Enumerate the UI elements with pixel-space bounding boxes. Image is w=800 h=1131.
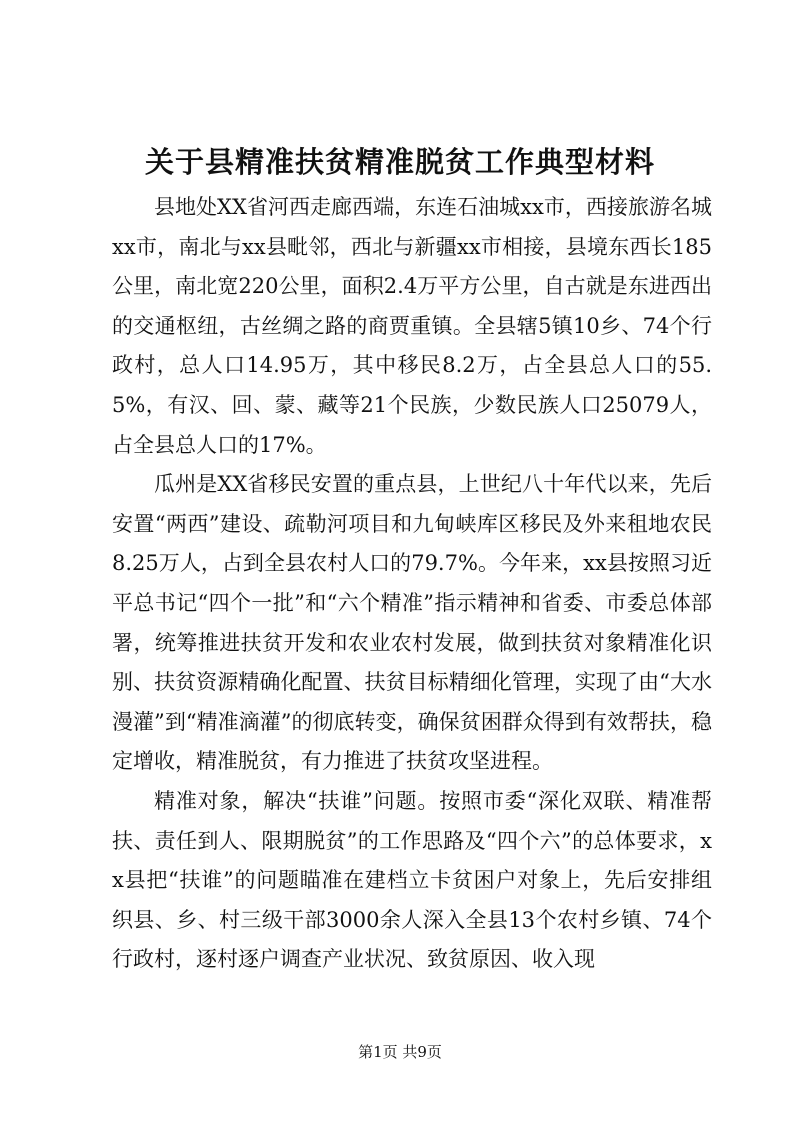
document-title: 关于县精准扶贫精准脱贫工作典型材料 [144,145,655,179]
document-body [112,188,712,980]
paragraph-2: 瓜州是XX省移民安置的重点县，上世纪八十年代以来，先后安置“两西”建设、疏勒河项目和九甸峡库区移民及外来租地农民8.25万人，占到全县农村人口的79.7%。今年来，xx县按照习近平总书记“四个一批”和“六个精准”指示精神和省委、市委总体部署，统筹推进扶贫开发和农业农村发展，做到扶贫对象精准化识别、扶贫资源精确化配置、扶贫目标精细化管理，实现了由“大水漫灌”到“精准滴灌”的彻底转变，确保贫困群众得到有效帮扶，稳定增收，精准脱贫，有力推进了扶贫攻坚进程。 [112,472,712,774]
paragraph-1: 县地处XX省河西走廊西端，东连石油城xx市，西接旅游名城xx市，南北与xx县毗邻，西北与新疆xx市相接，县境东西长185公里，南北宽220公里，面积2.4万平方公里，自古就是东进西出的交通枢纽，古丝绸之路的商贾重镇。全县辖5镇10乡、74个行政村，总人口14.95万，其中移民8.2万，占全县总人口的55.5%，有汉、回、蒙、藏等21个民族，少数民族人口25079人，占全县总人口的17%。 [112,195,712,457]
paragraph-3: 精准对象，解决“扶谁”问题。按照市委“深化双联、精准帮扶、责任到人、限期脱贫”的工作思路及“四个六”的总体要求，xx县把“扶谁”的问题瞄准在建档立卡贫困户对象上，先后安排组织县、乡、村三级干部3000余人深入全县13个农村乡镇、74个行政村，逐村逐户调查产业状况、致贫原因、收入现 [112,788,712,972]
page-footer: 第1页 共9页 [358,1043,442,1061]
